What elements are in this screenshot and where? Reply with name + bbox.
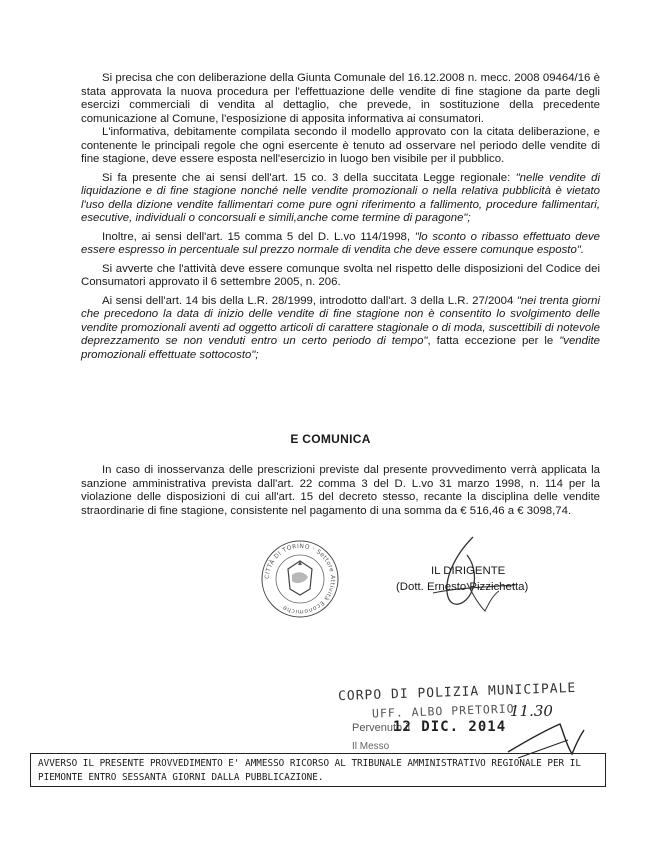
paragraph-art-14-bis xyxy=(81,295,600,363)
paragraph-lead: Ai sensi dell'art. 14 bis della L.R. 28/1999, introdotto dall'art. 3 della L.R. 27/2004 xyxy=(102,294,517,307)
section-heading: E COMUNICA xyxy=(290,432,371,446)
stamp-police-corps: CORPO DI POLIZIA MUNICIPALE xyxy=(337,680,577,705)
handwritten-time: 11.30 xyxy=(510,702,553,720)
stamp-messo-label: Il Messo xyxy=(352,741,390,752)
paragraph-lead: Inoltre, ai sensi dell'art. 15 comma 5 del D. L.vo 114/1998, xyxy=(102,230,415,243)
paragraph-codice-consumatori: Si avverte che l'attività deve essere comunque svolta nel rispetto delle disposizioni del Codice dei Consumatori approvato il 6 settembre 2005, n. 206. xyxy=(81,262,600,288)
stamp-received-date: 12 DIC. 2014 xyxy=(393,719,507,735)
quoted-law-text: "lo sconto o ribasso effettuato deve essere espresso in percentuale sul prezzo normale di vendita che deve essere comunque esposto". xyxy=(81,230,600,256)
handwritten-time-and-initials xyxy=(498,700,588,760)
quoted-law-text: "nelle vendite di liquidazione e di fine stagione nonché nelle vendite promozionali o nella relativa pubblicità è vietato l'uso della dizione vendite fallimentari come pure ogni riferimento a fallimento, procedure fallimentari, esecutive, individuali o concorsuali e simili,anche come termine di paragone"; xyxy=(81,171,600,224)
appeal-notice-box xyxy=(30,753,606,787)
seal-text: CITTÀ DI TORINO · Settore Attività Economiche xyxy=(263,542,337,616)
paragraph-lead: Si fa presente che ai sensi dell'art. 15 co. 3 della succitata Legge regionale: xyxy=(102,171,516,184)
paragraph-art-15-comma-5 xyxy=(81,231,600,258)
appeal-notice-line: AVVERSO IL PRESENTE PROVVEDIMENTO E' AMMESSO RICORSO AL TRIBUNALE AMMINISTRATIVO REGIONALE PER IL xyxy=(38,758,581,769)
handwritten-signature xyxy=(415,535,525,620)
appeal-notice-line: PIEMONTE ENTRO SESSANTA GIORNI DALLA PUBBLICAZIONE. xyxy=(38,771,324,783)
quoted-law-text: "nei trenta giorni che precedono la data di inizio delle vendite di fine stagione non è consentito lo svolgimento delle vendite promozionali aventi ad oggetto articoli di carattere stagionale o di moda, suscettibili di notevole deprezzamento se non venduti entro un certo periodo di tempo" xyxy=(81,294,600,347)
paragraph-deliberation: Si precisa che con deliberazione della Giunta Comunale del 16.12.2008 n. mecc. 2008 09464/16 è stata approvata la nuova procedura per l'effettuazione delle vendite di fine stagione da parte degli esercizi commerciali di vendita al dettaglio, che prevede, in sostituzione della precedente comunicazione al Comune, l'esposizione di apposita informativa ai consumatori. xyxy=(81,72,600,125)
stamp-received-label: Pervenuto il xyxy=(352,722,411,734)
signer-name: (Dott. Ernesto Pizzichetta) xyxy=(396,581,529,593)
quoted-law-text: "vendite promozionali effettuate sottocosto"; xyxy=(81,335,600,361)
body-text xyxy=(81,72,600,367)
paragraph-informativa: L'informativa, debitamente compilata secondo il modello approvato con la citata deliberazione, e contenente le principali regole che ogni esercente è tenuto ad osservare nel periodo delle vendite di fine stagione, deve essere esposta nell'esercizio in luogo ben visibile per il pubblico. xyxy=(81,126,600,165)
paragraph-art-15-co-3 xyxy=(81,172,600,226)
sanction-notice xyxy=(81,464,600,518)
sanction-paragraph: In caso di inosservanza delle prescrizioni previste dal presente provvedimento verrà applicata la sanzione amministrativa prevista dall'art. 22 comma 3 del D. L.vo 31 marzo 1998, n. 114 per la violazione delle disposizioni di cui all'art. 15 del decreto stesso, recante la disciplina delle vendite straordinarie di fine stagione, consistente nel pagamento di una somma da € 516,46 a € 3098,74. xyxy=(81,464,600,517)
paragraph-mid: , fatta eccezione per le xyxy=(427,335,560,347)
signer-title: IL DIRIGENTE xyxy=(431,565,506,577)
stamp-albo-pretorio: UFF. ALBO PRETORIO xyxy=(371,701,515,721)
city-seal-icon xyxy=(258,539,342,619)
